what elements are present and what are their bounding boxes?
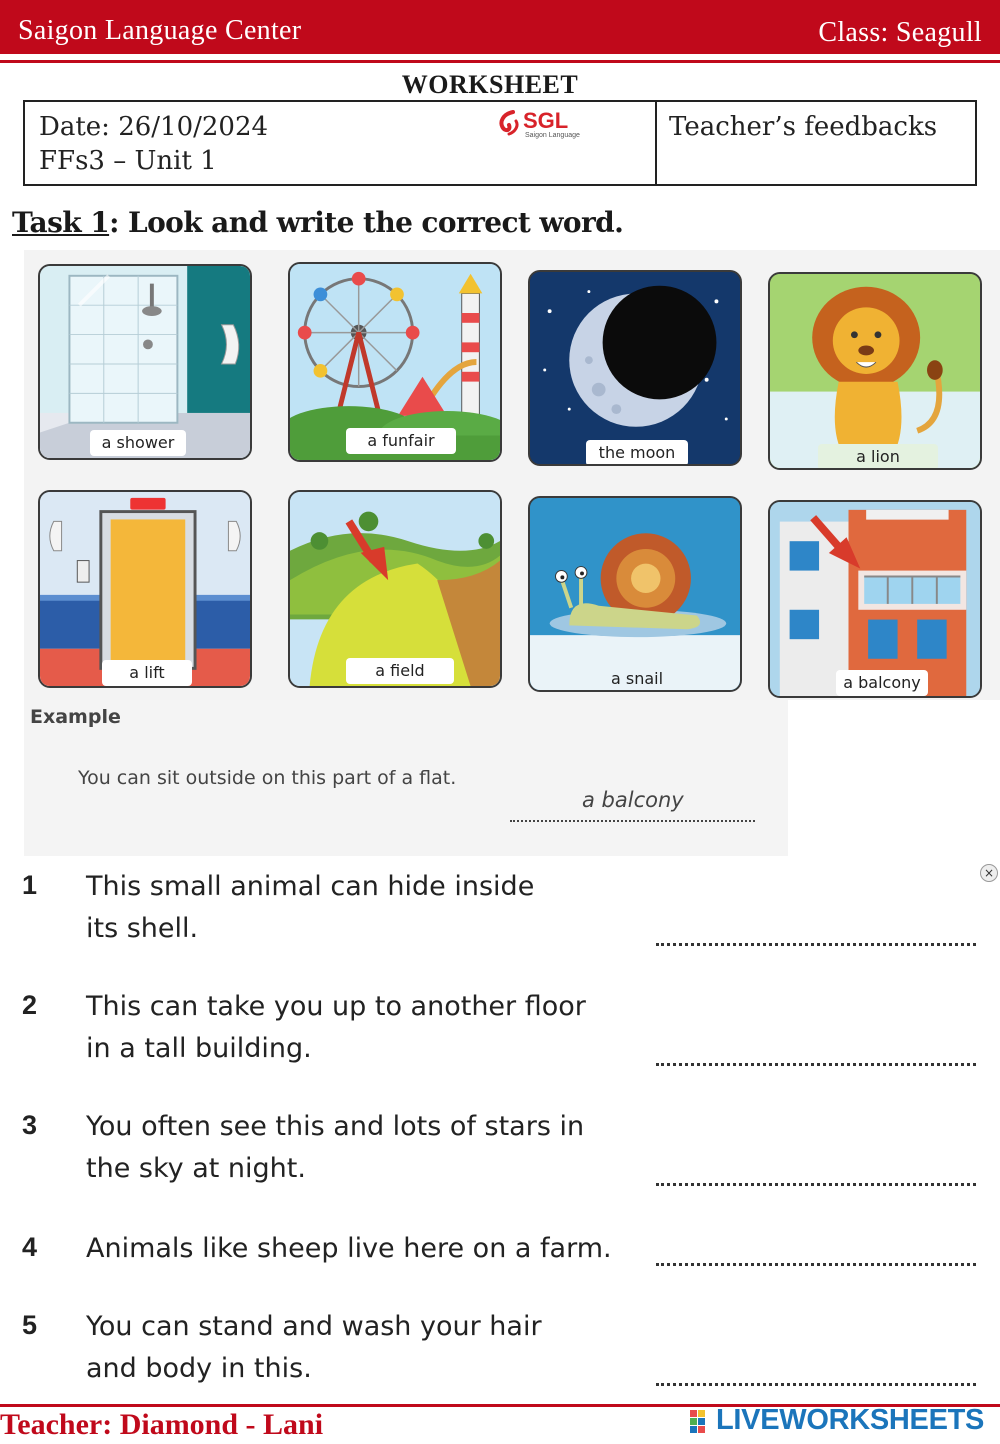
- logo-text: SGL: [523, 108, 569, 133]
- picture-label: a shower: [90, 430, 186, 456]
- picture-label: the moon: [586, 440, 688, 466]
- task-instruction: : Look and write the correct word.: [109, 206, 624, 239]
- picture-label: a field: [346, 658, 454, 684]
- question-number: 2: [22, 990, 38, 1020]
- info-box: [23, 100, 977, 186]
- example-title: Example: [30, 706, 121, 728]
- header-divider: [0, 60, 1000, 63]
- answer-input-3[interactable]: [656, 1172, 976, 1186]
- moon-icon: [530, 272, 740, 464]
- worksheet-title: WORKSHEET: [401, 70, 579, 99]
- answer-input-2[interactable]: [656, 1052, 976, 1066]
- question-text: You often see this and lots of stars in the sky at night.: [86, 1111, 585, 1184]
- answer-input-5[interactable]: [656, 1372, 976, 1386]
- picture-label: a lion: [818, 444, 938, 470]
- info-divider: [655, 102, 657, 184]
- picture-card-field: [288, 490, 502, 688]
- question-number: 4: [22, 1232, 38, 1262]
- close-icon[interactable]: ×: [980, 864, 998, 882]
- picture-card-shower: [38, 264, 252, 460]
- picture-card-moon: [528, 270, 742, 466]
- snail-icon: [530, 498, 740, 690]
- answer-input-1[interactable]: [656, 932, 976, 946]
- header-bar: [0, 0, 1000, 54]
- question-text: This small animal can hide inside its shell.: [86, 871, 535, 944]
- teacher-feedback-label: Teacher’s feedbacks: [669, 112, 938, 142]
- lion-icon: [770, 274, 980, 468]
- date-text: Date: 26/10/2024: [39, 112, 269, 142]
- sgl-logo-icon: [493, 108, 523, 138]
- task-label: Task 1: [12, 206, 110, 239]
- liveworksheets-logo-icon: [690, 1410, 714, 1434]
- question-number: 5: [22, 1310, 38, 1340]
- picture-label: a balcony: [836, 670, 928, 696]
- question-text: This can take you up to another floor in a tall building.: [86, 991, 586, 1064]
- picture-label: a snail: [586, 666, 688, 692]
- teacher-name: Teacher: Diamond - Lani: [0, 1408, 324, 1441]
- picture-card-snail: [528, 496, 742, 692]
- picture-label: a lift: [102, 660, 192, 686]
- picture-label: a funfair: [346, 428, 456, 454]
- picture-card-funfair: [288, 262, 502, 462]
- task-title: [12, 206, 623, 239]
- class-label: Class: Seagull: [818, 17, 982, 48]
- answer-input-4[interactable]: [656, 1252, 976, 1266]
- question-text: You can stand and wash your hair and body in this.: [86, 1311, 542, 1384]
- picture-card-lift: [38, 490, 252, 688]
- balcony-icon: [770, 502, 980, 696]
- question-number: 1: [22, 870, 38, 900]
- logo-subtext: Saigon Language: [525, 132, 580, 139]
- question-text: Animals like sheep live here on a farm.: [86, 1233, 612, 1264]
- unit-text: FFs3 – Unit 1: [39, 146, 217, 176]
- example-answer: a balcony: [582, 788, 684, 812]
- center-name: Saigon Language Center: [18, 15, 302, 46]
- picture-card-lion: [768, 272, 982, 470]
- field-icon: [290, 492, 500, 686]
- lift-icon: [40, 492, 250, 686]
- picture-card-balcony: [768, 500, 982, 698]
- liveworksheets-brand[interactable]: LIVEWORKSHEETS: [716, 1404, 985, 1436]
- example-text: You can sit outside on this part of a flat.: [78, 767, 457, 789]
- question-number: 3: [22, 1110, 38, 1140]
- sgl-logo: [493, 108, 593, 140]
